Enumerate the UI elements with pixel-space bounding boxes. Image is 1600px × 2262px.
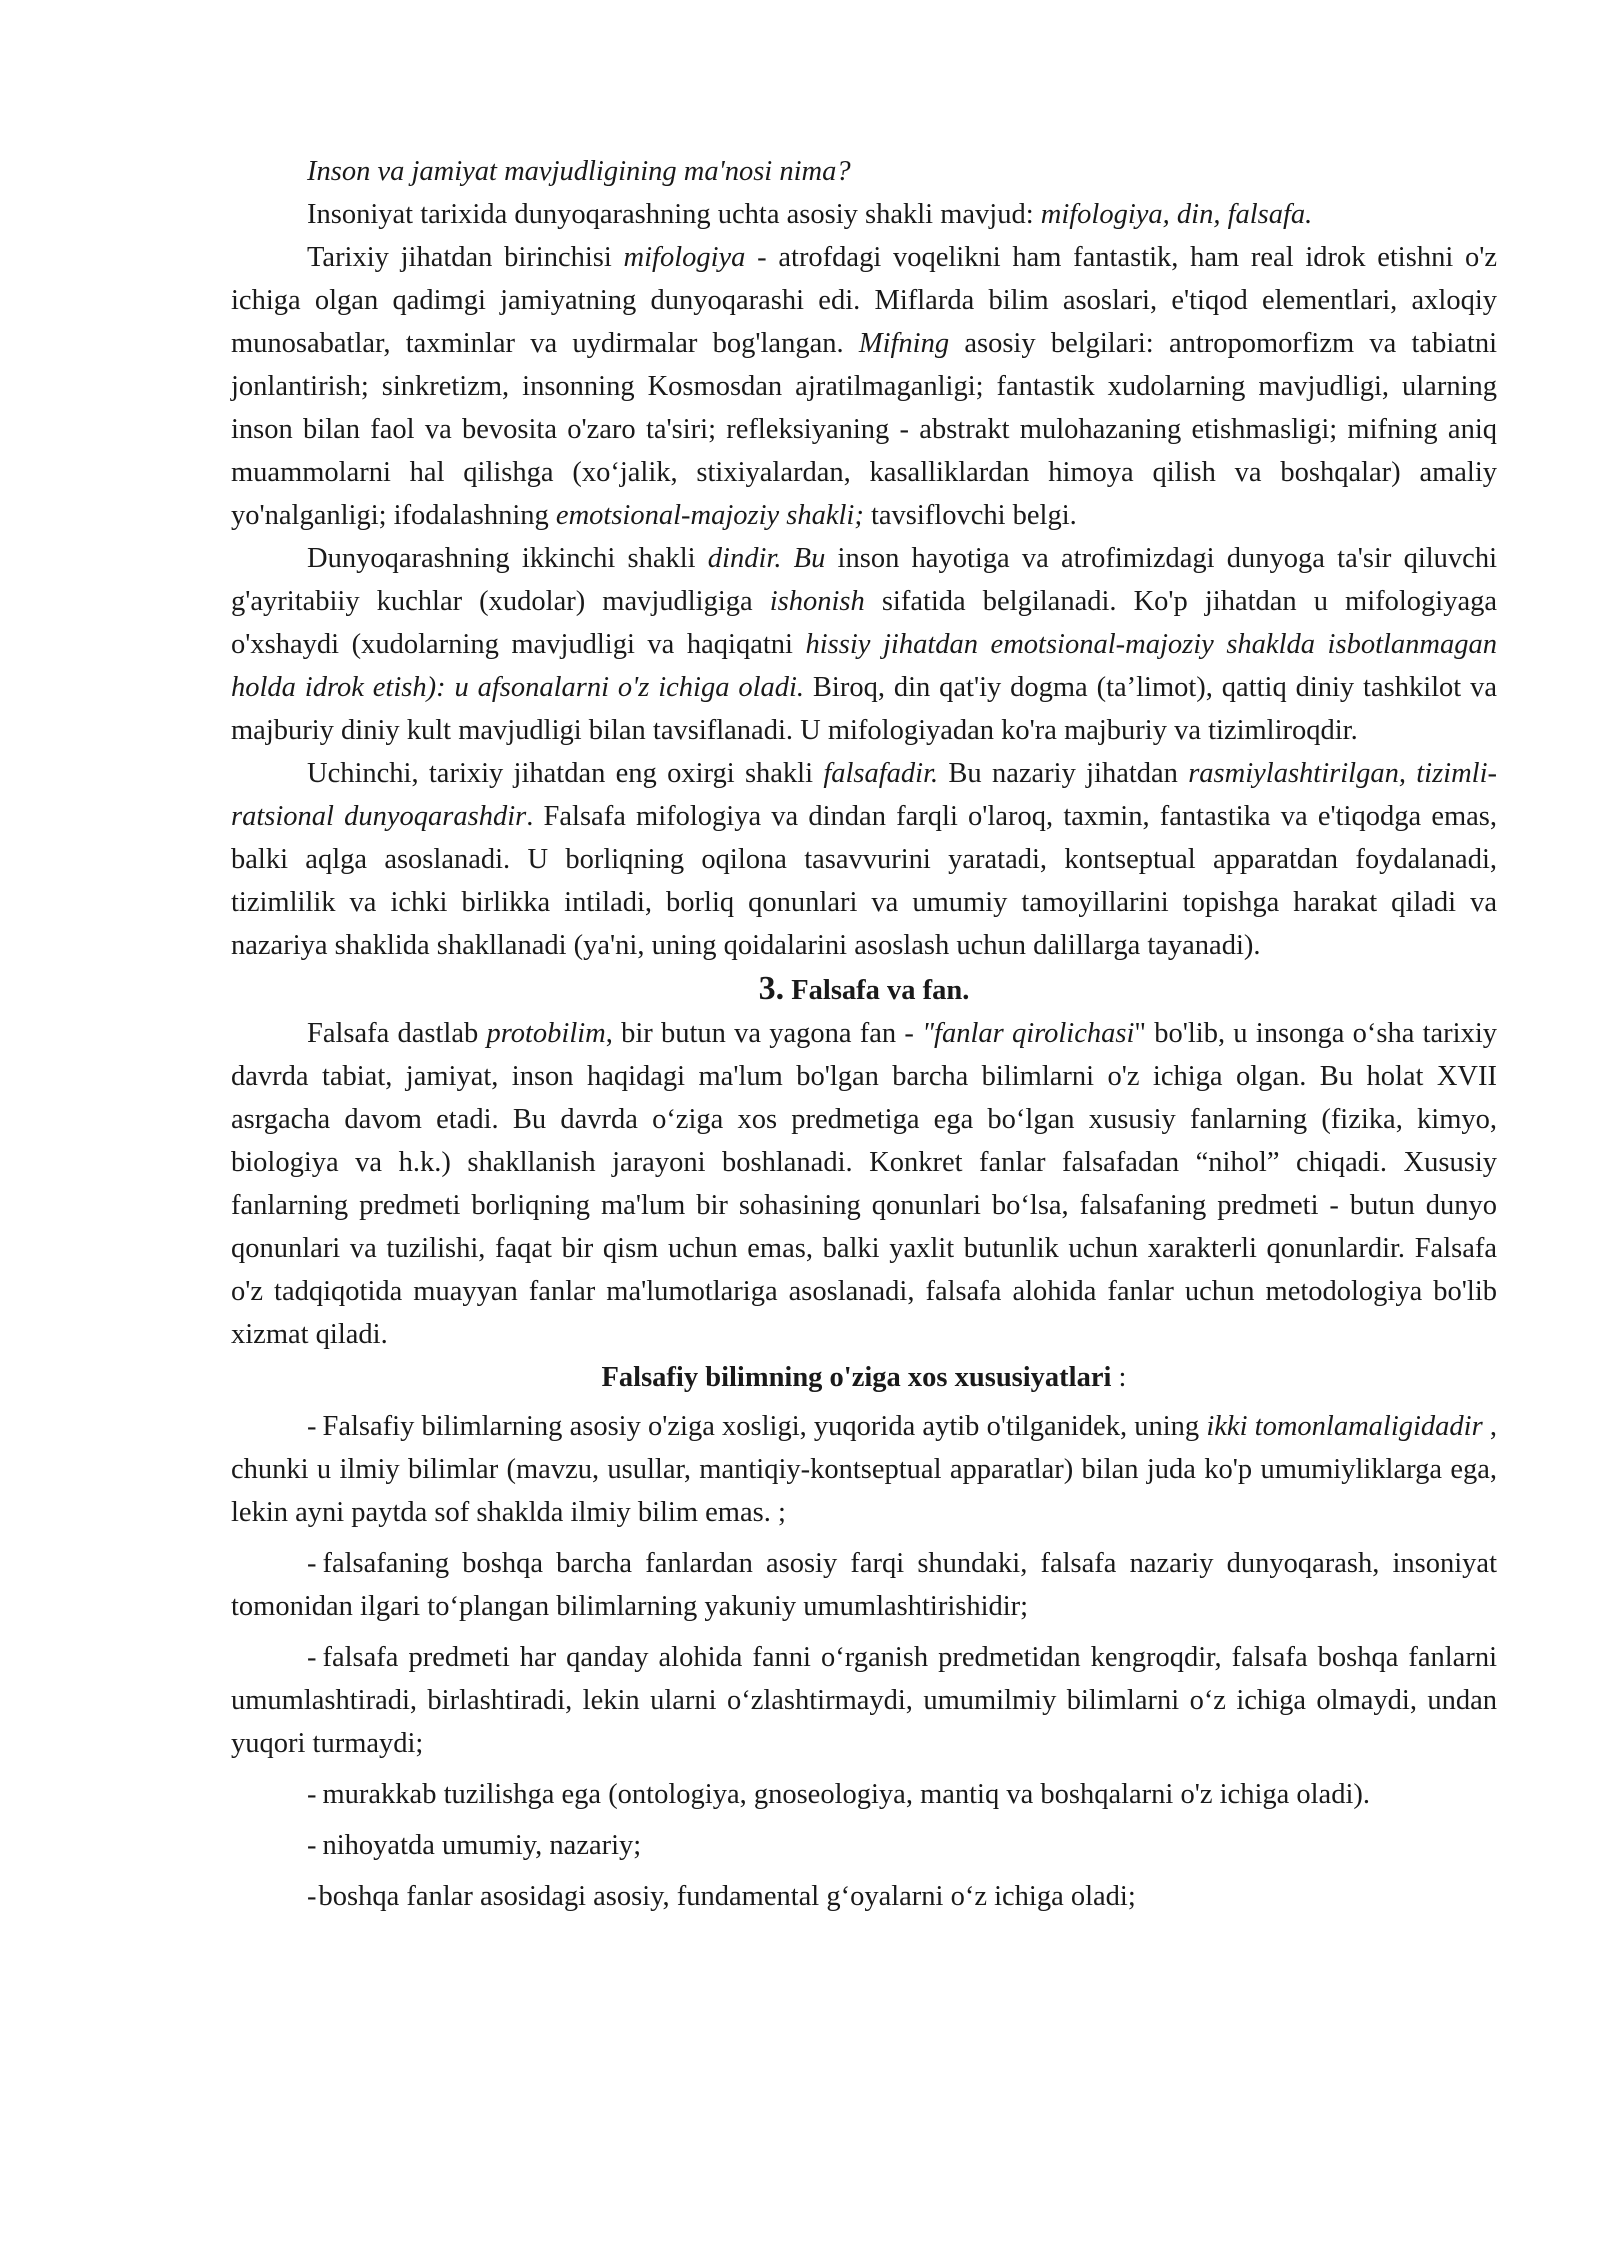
dash-bullet: - — [307, 1830, 317, 1861]
section-number: 3. — [758, 970, 785, 1007]
dash-bullet: - — [307, 1779, 317, 1810]
list-item: - nihoyatda umumiy, nazariy; — [307, 1830, 642, 1861]
list-item: -boshqa fanlar asosidagi asosiy, fundamental g‘oyalarni o‘z ichiga oladi; — [307, 1881, 1136, 1912]
document-page — [231, 150, 1497, 1926]
list-item: - falsafaning boshqa barcha fanlardan asosiy farqi shundaki, falsafa nazariy dunyoqarash, insoniyat tomonidan ilgari to‘plangan bilimlarning yakuniy umumlashtirishidir; — [231, 1548, 1497, 1622]
list-item: - Falsafiy bilimlarning asosiy o'ziga xosligi, yuqorida aytib o'tilganidek, uning ikki tomonlamaligidadir , chunki u ilmiy bilimlar (mavzu, usullar, mantiqiy-kontseptual apparatlar) bilan juda ko'p umumiyliklarga ega, lekin ayni paytda sof shaklda ilmiy bilim emas. ; — [231, 1411, 1498, 1528]
dash-bullet: - — [307, 1411, 317, 1442]
dash-bullet: - — [307, 1548, 317, 1579]
section-title: Falsafa va fan. — [784, 975, 970, 1006]
paragraph-religion: Dunyoqarashning ikkinchi shakli dindir. Bu inson hayotiga va atrofimizdagi dunyoga ta'sir qiluvchi g'ayritabiiy kuchlar (xudolar) mavjudligiga ishonish sifatida belgilanadi. Ko'p jihatdan u mifologiyaga o'xshaydi (xudolarning mavjudligi va haqiqatni hissiy jihatdan emotsional-majoziy shaklda isbotlanmagan holda idrok etish): u afsonalarni o'z ichiga oladi. Biroq, din qat'iy dogma (ta’limot), qattiq diniy tashkilot va majburiy diniy kult mavjudligi bilan tavsiflanadi. U mifologiyadan ko'ra majburiy va tizimliroqdir. — [231, 543, 1497, 746]
dash-bullet: - — [307, 1642, 317, 1673]
paragraph-philosophy: Uchinchi, tarixiy jihatdan eng oxirgi shakli falsafadir. Bu nazariy jihatdan rasmiylashtirilgan, tizimli-ratsional dunyoqarashdir. Falsafa mifologiya va dindan farqli o'laroq, taxmin, fantastika va e'tiqodga emas, balki aqlga asoslanadi. U borliqning oqilona tasavvurini yaratadi, kontseptual apparatdan foydalanadi, tizimlilik va ichki birlikka intiladi, borliq qonunlari va umumiy tamoyillarini topishga harakat qiladi va nazariya shaklida shakllanadi (ya'ni, uning qoidalarini asoslash uchun dalillarga tayanadi). — [231, 758, 1497, 961]
list-item: - murakkab tuzilishga ega (ontologiya, gnoseologiya, mantiq va boshqalarni o'z ichiga oladi). — [307, 1779, 1370, 1810]
paragraph-philosophy-and-science: Falsafa dastlab protobilim, bir butun va yagona fan - "fanlar qirolichasi" bo'lib, u insonga o‘sha tarixiy davrda tabiat, jamiyat, inson haqidagi ma'lum bo'lgan barcha bilimlarni o'z ichiga olgan. Bu holat XVII asrgacha davom etadi. Bu davrda o‘ziga xos predmetiga ega bo‘lgan xususiy fanlarning (fizika, kimyo, biologiya va h.k.) shakllanish jarayoni boshlanadi. Konkret fanlar falsafadan “nihol” chiqadi. Xususiy fanlarning predmeti borliqning ma'lum bir sohasining qonunlari bo‘lsa, falsafaning predmeti - butun dunyo qonunlari va tuzilishi, faqat bir qism uchun emas, balki yaxlit butunlik uchun xarakterli qonunlardir. Falsafa o'z tadqiqotida muayyan fanlar ma'lumotlariga asoslanadi, falsafa alohida fanlar uchun metodologiya bo'lib xizmat qiladi. — [231, 1018, 1497, 1350]
features-list — [231, 1405, 1497, 1918]
question-line: Inson va jamiyat mavjudligining ma'nosi nima? — [307, 156, 851, 187]
list-item: - falsafa predmeti har qanday alohida fanni o‘rganish predmetidan kengroqdir, falsafa boshqa fanlarni umumlashtiradi, birlashtiradi, lekin ularni o‘zlashtirmaydi, umumilmiy bilimlarni o‘z ichiga olmaydi, undan yuqori turmaydi; — [231, 1642, 1497, 1759]
dash-bullet: - — [307, 1881, 317, 1912]
paragraph-mythology: Tarixiy jihatdan birinchisi mifologiya - atrofdagi voqelikni ham fantastik, ham real idrok etishni o'z ichiga olgan qadimgi jamiyatning dunyoqarashi edi. Miflarda bilim asoslari, e'tiqod elementlari, axloqiy munosabatlar, taxminlar va uydirmalar bog'langan. Mifning asosiy belgilari: antropomorfizm va tabiatni jonlantirish; sinkretizm, insonning Kosmosdan ajratilmaganligi; fantastik xudolarning mavjudligi, ularning inson bilan faol va bevosita o'zaro ta'siri; refleksiyaning - abstrakt mulohazaning etishmasligi; mifning aniq muammolarni hal qilishga (xo‘jalik, stixiyalardan, kasalliklardan himoya qilish va boshqalar) amaliy yo'nalganligi; ifodalashning emotsional-majoziy shakli; tavsiflovchi belgi. — [231, 242, 1497, 531]
paragraph-forms-of-worldview: Insoniyat tarixida dunyoqarashning uchta asosiy shakli mavjud: mifologiya, din, falsafa. — [307, 199, 1313, 230]
subheading-features: Falsafiy bilimning o'ziga xos xususiyatlari : — [601, 1362, 1127, 1393]
section-heading — [231, 967, 1497, 1012]
